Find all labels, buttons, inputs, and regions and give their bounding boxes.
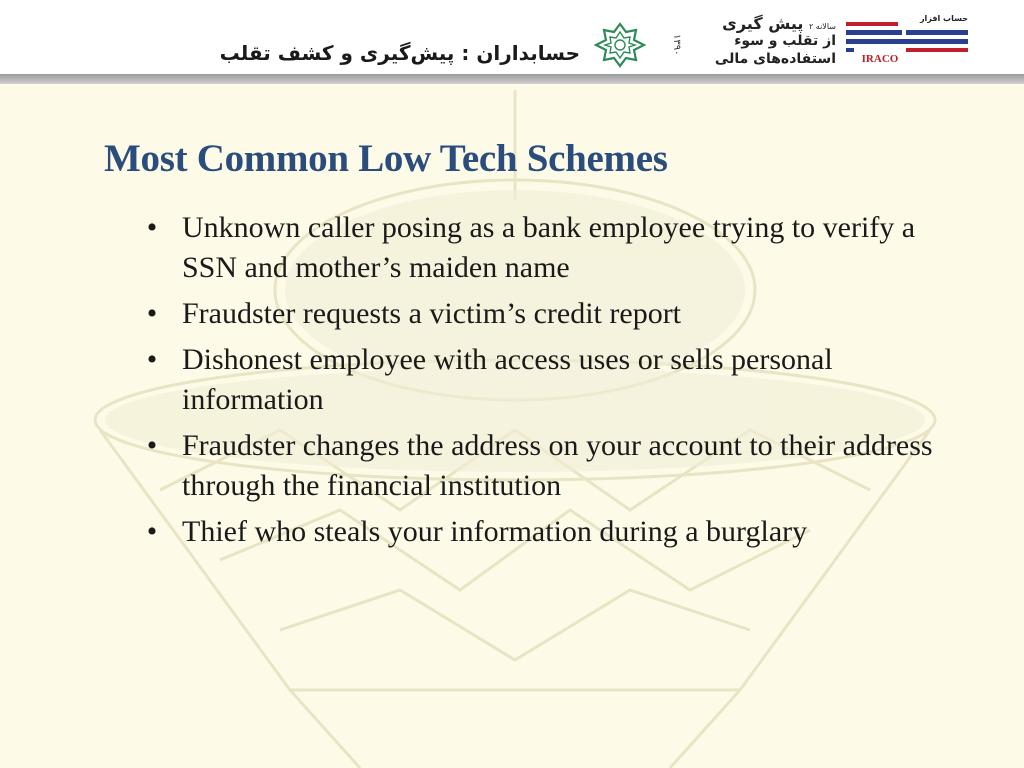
list-item bbox=[142, 426, 972, 506]
bullet-list bbox=[142, 208, 972, 558]
bullet-text: Dishonest employee with access uses or sells personal information bbox=[182, 343, 833, 416]
list-item bbox=[142, 512, 972, 552]
list-item bbox=[142, 340, 972, 420]
bullet-icon: • bbox=[146, 297, 158, 330]
logo-top-label: حساب افزار bbox=[919, 14, 968, 23]
badge-line-2: از تقلب و سوء bbox=[734, 33, 836, 49]
list-item bbox=[142, 208, 972, 288]
badge-line-1-text: پیش گیری bbox=[722, 14, 804, 33]
logo-brand: IRACO bbox=[861, 53, 899, 65]
bullet-text: Thief who steals your information during a burglary bbox=[182, 515, 808, 548]
bullet-icon: • bbox=[146, 343, 158, 376]
bullet-icon: • bbox=[146, 211, 158, 244]
header-band bbox=[0, 0, 1024, 74]
emblem-icon bbox=[588, 20, 652, 70]
badge-line-1 bbox=[722, 14, 836, 33]
header-divider bbox=[0, 74, 1024, 84]
iraco-logo bbox=[846, 14, 970, 66]
conference-badge bbox=[668, 14, 840, 72]
bullet-icon: • bbox=[146, 429, 158, 462]
bullet-text: Fraudster changes the address on your account to their address through the financial institution bbox=[182, 429, 933, 502]
badge-year: ۱۳۹۰ bbox=[671, 34, 682, 56]
badge-line-1-sub: سالانه ۲ bbox=[808, 22, 836, 31]
header-title: حسابداران : پیش‌گیری و کشف تقلب bbox=[219, 41, 580, 65]
bullet-text: Unknown caller posing as a bank employee trying to verify a SSN and mother’s maiden name bbox=[182, 211, 916, 284]
list-item bbox=[142, 294, 972, 334]
slide-title: Most Common Low Tech Schemes bbox=[104, 137, 668, 180]
bullet-icon: • bbox=[146, 515, 158, 548]
badge-line-3: استفاده‌های مالی bbox=[714, 51, 836, 67]
bullet-text: Fraudster requests a victim’s credit report bbox=[182, 297, 682, 330]
